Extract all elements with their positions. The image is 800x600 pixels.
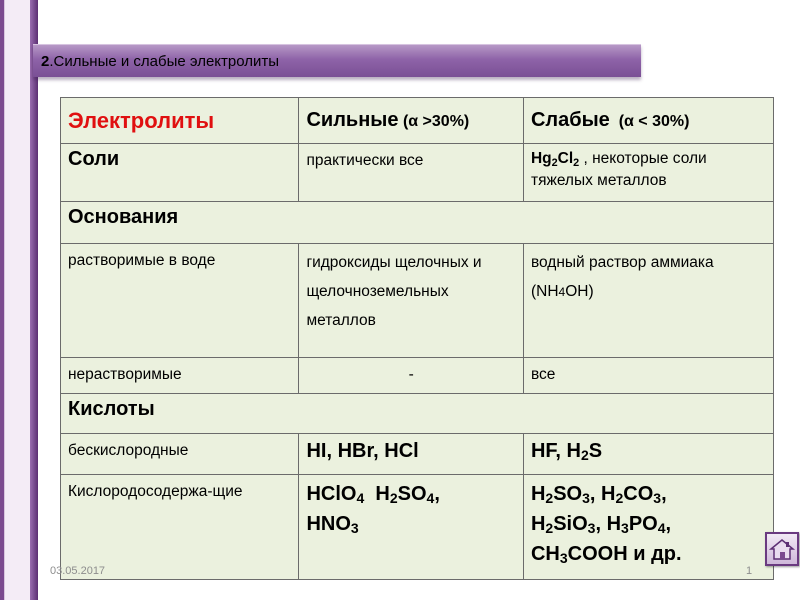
soluble-weak-sub: 4 — [558, 285, 566, 299]
header-electrolytes-label: Электролиты — [68, 107, 215, 133]
soluble-label: растворимые в воде — [61, 244, 299, 358]
salts-label: Соли — [61, 144, 299, 202]
f4: , — [434, 483, 440, 505]
w2: SO — [553, 483, 583, 505]
f5s: 3 — [350, 520, 359, 536]
soluble-weak — [523, 244, 773, 358]
w1s: 2 — [545, 490, 554, 506]
salts-strong: практически все — [299, 144, 524, 202]
left-decor-shade — [30, 0, 38, 600]
oxygenfree-weak-sub: 2 — [580, 447, 589, 463]
salts-weak-hg: Hg — [530, 150, 552, 167]
table-row-acids — [61, 394, 774, 434]
w4: CO — [623, 483, 654, 505]
w6s: 2 — [545, 520, 554, 536]
header-strong — [299, 98, 524, 144]
w8: , H — [595, 513, 622, 535]
w8s: 3 — [621, 520, 629, 536]
acids-label: Кислоты — [61, 394, 774, 434]
oxygenfree-strong: HI, HBr, HCl — [299, 434, 524, 475]
f2s: 2 — [389, 490, 398, 506]
table-row-soluble — [61, 244, 774, 358]
f5: HNO — [306, 513, 351, 535]
header-weak-label: Слабые — [530, 109, 610, 131]
home-icon — [767, 534, 797, 564]
w10: , — [665, 513, 672, 535]
f2: H — [364, 483, 390, 505]
w9: PO — [628, 513, 658, 535]
salts-weak-cl: Cl — [557, 150, 574, 167]
title-text: .Сильные и слабые электролиты — [49, 53, 280, 70]
w7s: 3 — [587, 520, 596, 536]
header-electrolytes — [61, 98, 299, 144]
insoluble-weak: все — [523, 358, 773, 394]
f1: HClO — [306, 483, 357, 505]
w11s: 3 — [559, 550, 568, 566]
oxygen-label: Кислородосодержа-щие — [61, 475, 299, 580]
soluble-weak-b: OH) — [565, 283, 594, 300]
table-row-salts — [61, 144, 774, 202]
w6: H — [530, 513, 546, 535]
table-row-oxygenfree — [61, 434, 774, 475]
left-decor-panel — [4, 0, 33, 600]
salts-weak-text: , некоторые соли тяжелых металлов — [530, 150, 707, 189]
insoluble-label: нерастворимые — [61, 358, 299, 394]
header-weak-alpha: (α < 30%) — [618, 113, 690, 130]
f3: SO — [397, 483, 427, 505]
table-row-bases — [61, 202, 774, 244]
oxygen-weak — [523, 475, 773, 580]
w4s: 3 — [653, 490, 662, 506]
w3s: 2 — [615, 490, 624, 506]
w3: , H — [589, 483, 616, 505]
slide-title — [41, 53, 279, 70]
oxygen-strong — [299, 475, 524, 580]
salts-weak-sub2: 2 — [573, 157, 580, 169]
header-strong-alpha: (α >30%) — [402, 113, 470, 130]
w7: SiO — [553, 513, 588, 535]
table-header-row — [61, 98, 774, 144]
w12: COOH и др. — [567, 543, 682, 565]
header-strong-label: Сильные — [306, 109, 399, 131]
oxygenfree-weak-a: HF, H — [530, 440, 581, 462]
soluble-strong: гидроксиды щелочных и щелочноземельных металлов — [299, 244, 524, 358]
w11: CH — [530, 543, 560, 565]
table-row-insoluble — [61, 358, 774, 394]
soluble-weak-a: водный раствор аммиака (NH — [530, 254, 714, 300]
w2s: 3 — [582, 490, 590, 506]
slide-number: 1 — [746, 565, 753, 577]
insoluble-strong: - — [299, 358, 524, 394]
salts-weak — [523, 144, 773, 202]
oxygenfree-weak-b: S — [588, 440, 603, 462]
table-row-oxygen — [61, 475, 774, 580]
w1: H — [530, 483, 546, 505]
home-button[interactable] — [765, 532, 799, 566]
electrolytes-table — [60, 97, 774, 580]
slide-date: 03.05.2017 — [50, 565, 106, 577]
salts-weak-sub1: 2 — [551, 157, 558, 169]
header-weak — [523, 98, 773, 144]
oxygenfree-weak — [523, 434, 773, 475]
w5: , — [661, 483, 667, 505]
slide-title-bar — [33, 44, 641, 77]
f1s: 4 — [356, 490, 365, 506]
oxygenfree-label: бескислородные — [61, 434, 299, 475]
f3s: 4 — [426, 490, 435, 506]
bases-label: Основания — [61, 202, 774, 244]
w9s: 4 — [657, 520, 666, 536]
title-number: 2 — [41, 53, 50, 70]
